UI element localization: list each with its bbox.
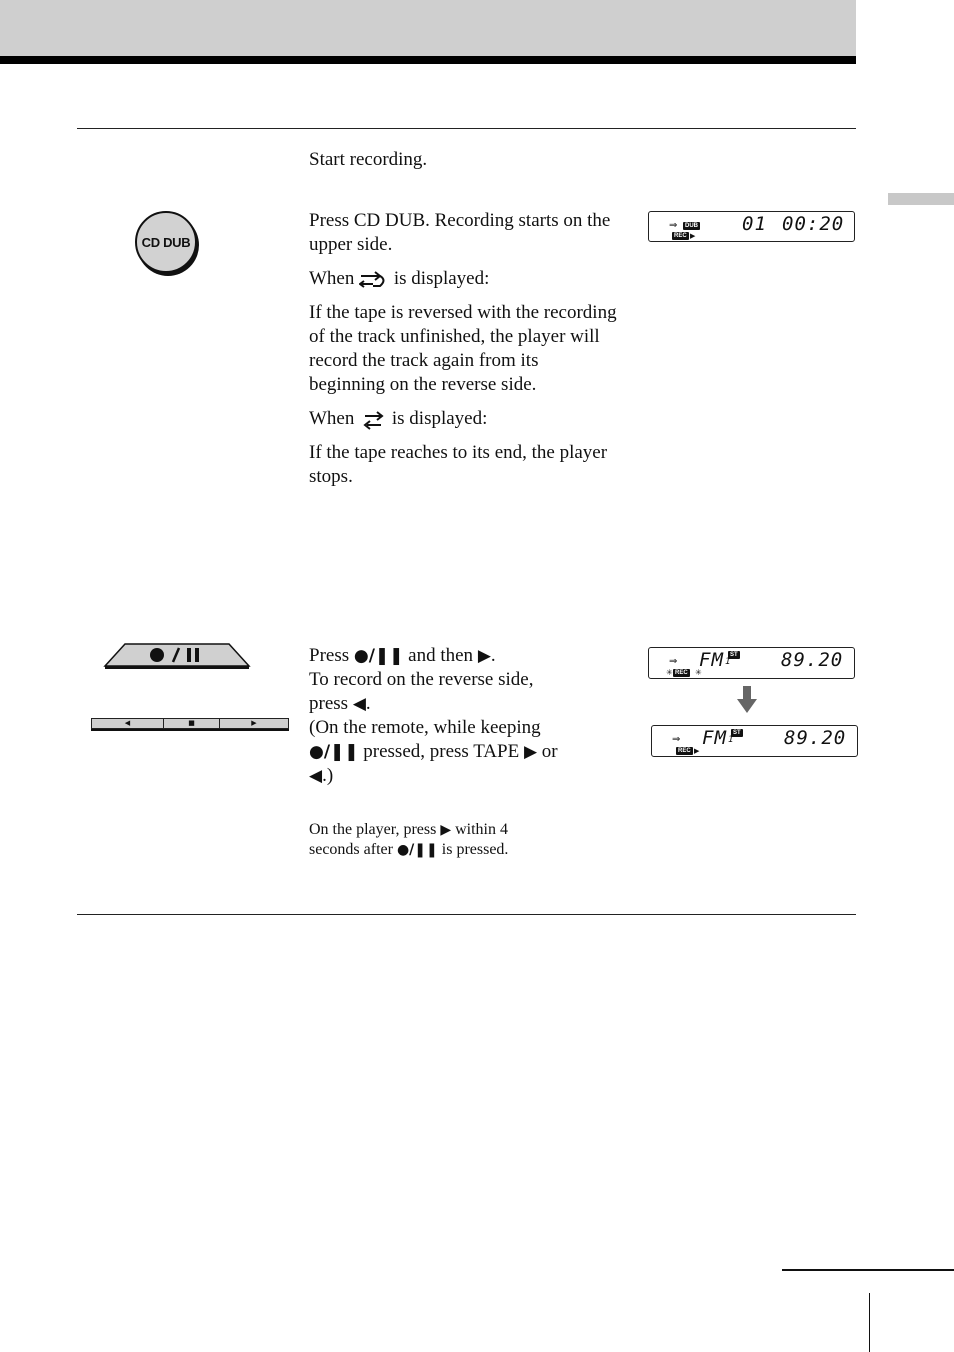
step1-para3: If the tape reaches to its end, the player stops. [309,442,608,487]
step1-text [309,209,619,499]
cd-dub-button[interactable] [135,211,197,273]
reverse-glyph-icon: ◀ [352,694,366,714]
cd-dub-label: CD DUB [141,234,191,250]
elapsed-time: 00:20 [782,213,845,235]
play-glyph-icon: ▶ [477,646,491,666]
pressed-label: pressed, press TAPE [363,741,520,762]
step2-note [309,820,629,860]
footer-divider [869,1293,870,1352]
rec-pause-glyph-icon-3: ●/❚❚ [396,842,438,858]
note-mid: within 4 [455,821,508,838]
when-displayed-label-2: is displayed: [391,408,488,429]
track-number: 01 [742,213,767,235]
note-line1 [309,820,629,840]
side-tab [888,193,954,205]
step2-line6 [309,764,629,788]
step2-text [309,644,629,788]
and-then-label: and then [408,645,474,666]
press-label: Press [309,645,350,666]
step2-line2: To record on the reverse side, [309,669,534,690]
section-bottom-rule [77,914,856,915]
lcd-display-recording-standby [648,647,855,679]
frequency-2: 89.20 [784,727,847,749]
note-line2 [309,840,629,860]
play-button[interactable]: ▶ [219,718,289,729]
when-label: When [309,268,355,289]
note-pre: On the player, press [309,821,437,838]
lcd-display-recording [651,725,858,757]
down-arrow-icon [737,686,757,714]
step1-when-single [309,407,619,431]
tape-direction-icon: ⇒ [669,220,678,231]
step1-para1: Press CD DUB. Recording starts on the upper side. [309,210,611,255]
record-icon [150,648,164,662]
close-paren: .) [322,765,334,786]
rec-pause-glyph-icon-2: ●/❚❚ [309,742,359,762]
tape-direction-icon-3: ⇒ [672,734,681,745]
play-glyph-icon-3: ▶ [440,822,452,838]
step2-line1: Press ●/❚❚ and then ▶. [309,645,496,666]
lcd-display-cd-dub [648,211,855,242]
header-band [0,0,856,56]
stereo-badge: ST [730,652,738,658]
when-label-2: When [309,408,355,429]
single-reverse-icon [359,410,387,430]
rewind-button[interactable]: ◀ [91,718,164,729]
preset-number: 1 [725,657,732,667]
frequency: 89.20 [781,649,844,671]
rec-badge-2: REC [678,748,691,754]
play-glyph-icon-2: ▶ [523,742,538,762]
footer-rule [782,1269,954,1271]
reverse-glyph-icon-2: ◀ [309,766,323,786]
note-line2-pre: seconds after [309,841,393,858]
section-top-rule [77,128,856,129]
stereo-badge-2: ST [733,730,741,736]
rec-pause-button[interactable] [103,642,251,672]
or-label: or [541,741,558,762]
play-indicator-icon: ▶ [690,232,696,240]
tape-direction-icon-2: ⇒ [669,656,678,667]
stop-button[interactable]: ■ [163,718,220,729]
rec-badge-flashing: REC [675,670,688,676]
step2-line4: (On the remote, while keeping [309,717,541,738]
rec-pause-glyph-icon: ●/❚❚ [353,646,404,666]
dub-badge: DUB [685,223,698,229]
band-indicator: FM [699,649,724,671]
press-label-2: press [309,693,349,714]
band-indicator-2: FM [702,727,727,749]
play-indicator-icon-2: ▶ [694,747,700,755]
flash-rays-icon-2: ✳ [695,668,702,677]
reverse-repeat-icon [359,270,389,290]
step-intro: Start recording. [309,149,428,170]
step1-when-repeat [309,267,619,291]
preset-number-2: 1 [728,735,735,745]
note-line2-post: is pressed. [441,841,509,858]
step1-para2: If the tape is reversed with the recording of the track unfinished, the player will record the track again from its beginning on the reverse side. [309,302,617,395]
header-rule [0,56,856,64]
flash-rays-icon: ✳ [666,668,673,677]
rec-badge: REC [674,233,687,239]
step2-line5 [309,740,629,764]
transport-buttons [91,718,289,730]
when-displayed-label: is displayed: [393,268,490,289]
step2-line3: press ◀. [309,693,371,714]
